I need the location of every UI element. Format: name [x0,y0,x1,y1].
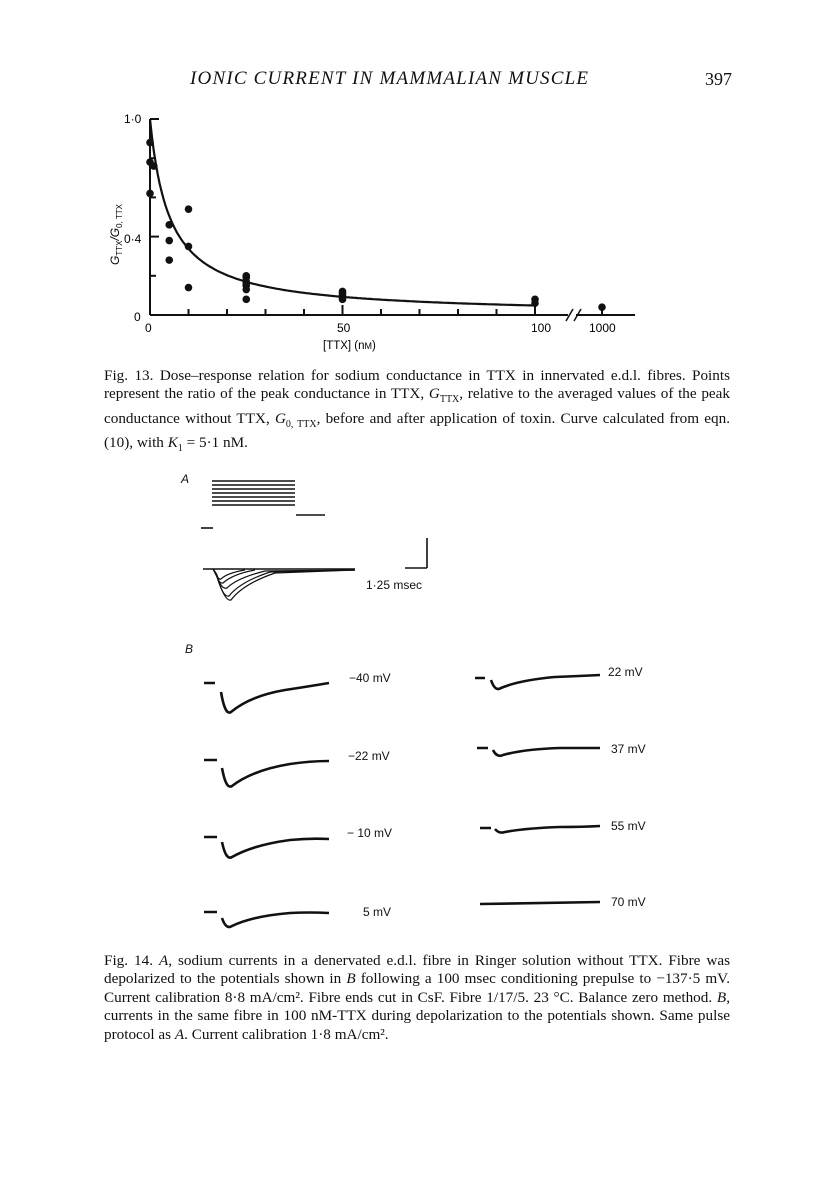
data-point [165,237,173,245]
y-tick-label-1-0: 1·0 [124,112,142,126]
label-minus-22mv: −22 mV [348,749,390,763]
x-tick-label-100: 100 [531,321,552,335]
fig14-panel-a-letter: A [181,472,190,486]
data-point [150,162,158,170]
label-37mv: 37 mV [611,742,646,756]
data-point [185,284,193,292]
y-tick-label-0-4: 0·4 [124,232,142,246]
trace-22 [475,675,600,689]
data-point [165,221,173,229]
x-axis-label: [TTX] (nM) [323,340,376,352]
data-point [531,299,539,307]
fig14-caption: Fig. 14. A, sodium currents in a denervated e.d.l. fibre in Ringer solution without TTX. Fibre was depolarized to the potentials shown in B following a 100 msec conditioning prepulse to −137·5 mV. Current calibration 8·8 mA/cm². Fibre ends cut in CsF. Fibre 1/17/5. 23 °C. Balance zero method. B, currents in the same fibre in 100 nM-TTX during depolarization to the potentials shown. Same pulse protocol as A. Current calibration 1·8 mA/cm². [104,952,730,1043]
label-22mv: 22 mV [608,665,643,679]
data-point [598,303,606,311]
trace-55 [480,826,600,833]
x-tick-label-50: 50 [337,321,351,335]
y-tick-label-0: 0 [134,310,141,324]
fig14-panel-b-letter: B [185,642,194,656]
fig13-ticks [150,119,602,315]
data-point [185,243,193,251]
trace-minus-10 [204,837,329,858]
time-calibration-label: 1·25 msec [366,578,423,592]
trace-minus-40 [204,683,329,713]
data-point [146,190,154,198]
svg-text:GTTX/G0, TTX: $G_{TTX}/G_{0, TTX}$ [108,204,124,265]
fig13-axes [150,119,635,321]
label-minus-40mv: −40 mV [349,671,391,685]
fig13-caption: Fig. 13. Dose–response relation for sodium conductance in TTX in innervated e.d.l. fibres. Points represent the ratio of the peak conductance in TTX, $G_{TTX}$, relative to the averaged values of the peak conductance without TTX, $G_{0, TTX}$, before and after application of toxin. Curve calculated from eqn. (10), with $K_1 = 5\cdot 1$ nM. [104,367,730,455]
data-point [185,205,193,213]
trace-minus-22 [204,760,329,787]
x-tick-label-0: 0 [145,321,152,335]
data-point [165,256,173,264]
data-point [242,296,250,304]
trace-70 [480,902,600,904]
trace-37 [477,748,600,756]
fig13-chart [0,100,816,360]
y-axis-label [108,203,124,265]
fig14-panel-b-traces [195,660,655,940]
label-minus-10mv: − 10 mV [347,826,393,840]
page-number: 397 [705,69,732,89]
calibration-bar [405,538,427,568]
label-5mv: 5 mV [363,905,392,919]
fig13-fit-curve [150,119,535,306]
trace-5 [204,912,329,927]
data-point [339,296,347,304]
fig13-points [146,139,606,311]
label-55mv: 55 mV [611,819,646,833]
data-point [242,286,250,294]
running-title: IONIC CURRENT IN MAMMALIAN MUSCLE [190,68,590,89]
data-point [146,139,154,147]
x-tick-label-1000: 1000 [589,321,616,335]
label-70mv: 70 mV [611,895,646,909]
